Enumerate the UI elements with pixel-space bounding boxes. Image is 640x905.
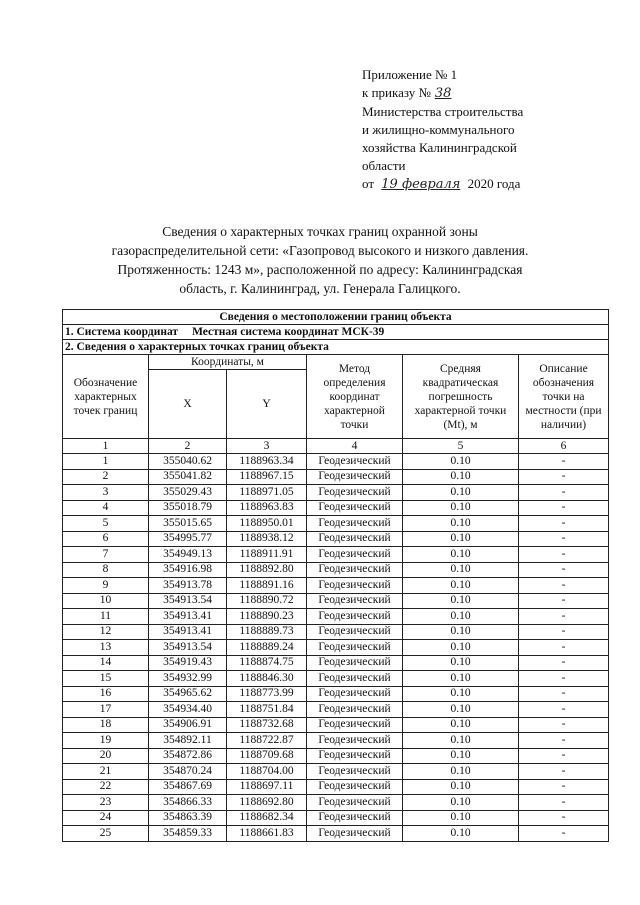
y-coordinate-cell: 1188732.68 — [227, 717, 307, 733]
description-cell: - — [519, 826, 609, 842]
error-cell: 0.10 — [403, 578, 519, 594]
error-cell: 0.10 — [403, 702, 519, 718]
method-cell: Геодезический — [307, 748, 403, 764]
col-coords-header: Координаты, м — [149, 355, 307, 370]
method-cell: Геодезический — [307, 764, 403, 780]
x-coordinate-cell: 354866.33 — [149, 795, 227, 811]
y-coordinate-cell: 1188697.11 — [227, 779, 307, 795]
x-coordinate-cell: 354913.41 — [149, 624, 227, 640]
point-number-cell: 9 — [63, 578, 149, 594]
x-coordinate-cell: 355015.65 — [149, 516, 227, 532]
table-caption: Сведения о местоположении границ объекта — [63, 310, 609, 325]
title-line: Сведения о характерных точках границ охранной зоны — [162, 224, 478, 239]
point-number-cell: 19 — [63, 733, 149, 749]
error-cell: 0.10 — [403, 562, 519, 578]
error-cell: 0.10 — [403, 686, 519, 702]
error-cell: 0.10 — [403, 531, 519, 547]
section1-label: 1. Система координат — [65, 325, 179, 338]
description-cell: - — [519, 624, 609, 640]
y-coordinate-cell: 1188911.91 — [227, 547, 307, 563]
description-cell: - — [519, 686, 609, 702]
x-coordinate-cell: 354913.41 — [149, 609, 227, 625]
order-number-handwritten: 38 — [434, 86, 452, 101]
table-row — [63, 779, 609, 795]
method-cell: Геодезический — [307, 578, 403, 594]
point-number-cell: 25 — [63, 826, 149, 842]
x-coordinate-cell: 354913.54 — [149, 593, 227, 609]
table-row — [63, 686, 609, 702]
x-coordinate-cell: 354913.54 — [149, 640, 227, 656]
method-cell: Геодезический — [307, 779, 403, 795]
boundary-points-table — [62, 309, 609, 842]
error-cell: 0.10 — [403, 485, 519, 501]
method-cell: Геодезический — [307, 810, 403, 826]
method-cell: Геодезический — [307, 562, 403, 578]
description-cell: - — [519, 516, 609, 532]
y-coordinate-cell: 1188889.73 — [227, 624, 307, 640]
y-coordinate-cell: 1188963.83 — [227, 500, 307, 516]
x-coordinate-cell: 355018.79 — [149, 500, 227, 516]
error-cell: 0.10 — [403, 454, 519, 470]
coordinate-system-cell — [63, 325, 609, 340]
y-coordinate-cell: 1188692.80 — [227, 795, 307, 811]
x-coordinate-cell: 354934.40 — [149, 702, 227, 718]
error-cell: 0.10 — [403, 795, 519, 811]
x-coordinate-cell: 354906.91 — [149, 717, 227, 733]
method-cell: Геодезический — [307, 547, 403, 563]
point-number-cell: 23 — [63, 795, 149, 811]
table-row — [63, 655, 609, 671]
y-coordinate-cell: 1188704.00 — [227, 764, 307, 780]
point-number-cell: 15 — [63, 671, 149, 687]
error-cell: 0.10 — [403, 764, 519, 780]
table-row — [63, 671, 609, 687]
x-coordinate-cell: 354965.62 — [149, 686, 227, 702]
error-cell: 0.10 — [403, 671, 519, 687]
point-number-cell: 20 — [63, 748, 149, 764]
description-cell: - — [519, 547, 609, 563]
method-cell: Геодезический — [307, 516, 403, 532]
x-coordinate-cell: 354859.33 — [149, 826, 227, 842]
error-cell: 0.10 — [403, 748, 519, 764]
y-coordinate-cell: 1188963.34 — [227, 454, 307, 470]
x-coordinate-cell: 355041.82 — [149, 469, 227, 485]
date-handwritten: 19 февраля — [381, 177, 461, 192]
title-line: Протяженность: 1243 м», расположенной по адресу: Калининградская — [117, 262, 523, 277]
description-cell: - — [519, 779, 609, 795]
y-coordinate-cell: 1188890.72 — [227, 593, 307, 609]
method-cell: Геодезический — [307, 500, 403, 516]
col-error-header: Средняя квадратическая погрешность характерной точки (Mt), м — [403, 355, 519, 439]
error-cell: 0.10 — [403, 779, 519, 795]
y-coordinate-cell: 1188661.83 — [227, 826, 307, 842]
section1-row — [63, 325, 609, 340]
method-cell: Геодезический — [307, 686, 403, 702]
appendix-block — [362, 66, 523, 194]
description-cell: - — [519, 671, 609, 687]
method-cell: Геодезический — [307, 655, 403, 671]
method-cell: Геодезический — [307, 624, 403, 640]
error-cell: 0.10 — [403, 609, 519, 625]
y-coordinate-cell: 1188709.68 — [227, 748, 307, 764]
method-cell: Геодезический — [307, 609, 403, 625]
point-number-cell: 3 — [63, 485, 149, 501]
header-row — [63, 355, 609, 370]
order-prefix: к приказу № — [362, 85, 431, 100]
method-cell: Геодезический — [307, 733, 403, 749]
error-cell: 0.10 — [403, 810, 519, 826]
error-cell: 0.10 — [403, 469, 519, 485]
error-cell: 0.10 — [403, 655, 519, 671]
y-coordinate-cell: 1188971.05 — [227, 485, 307, 501]
description-cell: - — [519, 717, 609, 733]
x-coordinate-cell: 354872.86 — [149, 748, 227, 764]
y-coordinate-cell: 1188892.80 — [227, 562, 307, 578]
point-number-cell: 13 — [63, 640, 149, 656]
ministry-line: области — [362, 158, 406, 173]
title-line: газораспределительной сети: «Газопровод высокого и низкого давления. — [111, 243, 529, 258]
y-coordinate-cell: 1188891.16 — [227, 578, 307, 594]
table-row — [63, 624, 609, 640]
error-cell: 0.10 — [403, 733, 519, 749]
date-prefix: от — [362, 176, 375, 191]
x-coordinate-cell: 355040.62 — [149, 454, 227, 470]
description-cell: - — [519, 733, 609, 749]
column-number: 2 — [149, 439, 227, 454]
point-number-cell: 8 — [63, 562, 149, 578]
section1-value: Местная система координат МСК-39 — [192, 325, 385, 338]
table-row — [63, 562, 609, 578]
y-coordinate-cell: 1188874.75 — [227, 655, 307, 671]
method-cell: Геодезический — [307, 826, 403, 842]
appendix-line: Приложение № 1 — [362, 67, 458, 82]
table-row — [63, 547, 609, 563]
error-cell: 0.10 — [403, 547, 519, 563]
table-row — [63, 826, 609, 842]
section2-row — [63, 340, 609, 355]
point-number-cell: 4 — [63, 500, 149, 516]
error-cell: 0.10 — [403, 826, 519, 842]
col-desc-header: Описание обозначения точки на местности (при наличии) — [519, 355, 609, 439]
table-row — [63, 748, 609, 764]
column-number: 6 — [519, 439, 609, 454]
x-coordinate-cell: 354995.77 — [149, 531, 227, 547]
error-cell: 0.10 — [403, 717, 519, 733]
description-cell: - — [519, 485, 609, 501]
error-cell: 0.10 — [403, 593, 519, 609]
y-coordinate-cell: 1188846.30 — [227, 671, 307, 687]
x-coordinate-cell: 354867.69 — [149, 779, 227, 795]
y-coordinate-cell: 1188773.99 — [227, 686, 307, 702]
table-row — [63, 593, 609, 609]
order-line — [362, 84, 523, 103]
date-line — [362, 175, 523, 194]
point-number-cell: 12 — [63, 624, 149, 640]
ministry-line: хозяйства Калининградской — [362, 140, 517, 155]
method-cell: Геодезический — [307, 671, 403, 687]
description-cell: - — [519, 500, 609, 516]
column-number-row — [63, 439, 609, 454]
x-coordinate-cell: 354949.13 — [149, 547, 227, 563]
description-cell: - — [519, 748, 609, 764]
point-number-cell: 7 — [63, 547, 149, 563]
method-cell: Геодезический — [307, 454, 403, 470]
point-number-cell: 11 — [63, 609, 149, 625]
date-suffix: 2020 года — [467, 176, 521, 191]
x-coordinate-cell: 354919.43 — [149, 655, 227, 671]
col-x-header: X — [149, 370, 227, 439]
x-coordinate-cell: 354892.11 — [149, 733, 227, 749]
x-coordinate-cell: 354932.99 — [149, 671, 227, 687]
table-row — [63, 578, 609, 594]
y-coordinate-cell: 1188682.34 — [227, 810, 307, 826]
y-coordinate-cell: 1188751.84 — [227, 702, 307, 718]
method-cell: Геодезический — [307, 469, 403, 485]
title-line: область, г. Калининград, ул. Генерала Галицкого. — [179, 281, 461, 296]
ministry-line: и жилищно-коммунального — [362, 122, 515, 137]
table-body — [63, 454, 609, 842]
point-number-cell: 22 — [63, 779, 149, 795]
method-cell: Геодезический — [307, 640, 403, 656]
description-cell: - — [519, 795, 609, 811]
table-row — [63, 485, 609, 501]
table-row — [63, 717, 609, 733]
x-coordinate-cell: 354870.24 — [149, 764, 227, 780]
point-number-cell: 1 — [63, 454, 149, 470]
description-cell: - — [519, 454, 609, 470]
description-cell: - — [519, 562, 609, 578]
column-number: 5 — [403, 439, 519, 454]
method-cell: Геодезический — [307, 702, 403, 718]
table-caption-row — [63, 310, 609, 325]
y-coordinate-cell: 1188722.87 — [227, 733, 307, 749]
document-title — [60, 222, 580, 298]
table-row — [63, 764, 609, 780]
method-cell: Геодезический — [307, 593, 403, 609]
error-cell: 0.10 — [403, 640, 519, 656]
table-row — [63, 500, 609, 516]
point-number-cell: 6 — [63, 531, 149, 547]
point-number-cell: 2 — [63, 469, 149, 485]
point-number-cell: 17 — [63, 702, 149, 718]
error-cell: 0.10 — [403, 624, 519, 640]
method-cell: Геодезический — [307, 485, 403, 501]
y-coordinate-cell: 1188950.01 — [227, 516, 307, 532]
table-row — [63, 733, 609, 749]
description-cell: - — [519, 531, 609, 547]
description-cell: - — [519, 764, 609, 780]
description-cell: - — [519, 640, 609, 656]
table-row — [63, 516, 609, 532]
col-method-header: Метод определения координат характерной точки — [307, 355, 403, 439]
description-cell: - — [519, 655, 609, 671]
table-row — [63, 795, 609, 811]
y-coordinate-cell: 1188889.24 — [227, 640, 307, 656]
x-coordinate-cell: 354913.78 — [149, 578, 227, 594]
description-cell: - — [519, 702, 609, 718]
description-cell: - — [519, 578, 609, 594]
table-row — [63, 702, 609, 718]
point-number-cell: 24 — [63, 810, 149, 826]
point-number-cell: 10 — [63, 593, 149, 609]
description-cell: - — [519, 609, 609, 625]
table-row — [63, 609, 609, 625]
method-cell: Геодезический — [307, 717, 403, 733]
col-y-header: Y — [227, 370, 307, 439]
y-coordinate-cell: 1188890.23 — [227, 609, 307, 625]
ministry-line: Министерства строительства — [362, 104, 524, 119]
method-cell: Геодезический — [307, 795, 403, 811]
table-row — [63, 469, 609, 485]
x-coordinate-cell: 354916.98 — [149, 562, 227, 578]
y-coordinate-cell: 1188938.12 — [227, 531, 307, 547]
y-coordinate-cell: 1188967.15 — [227, 469, 307, 485]
table-row — [63, 531, 609, 547]
table-row — [63, 454, 609, 470]
column-number: 3 — [227, 439, 307, 454]
column-number: 1 — [63, 439, 149, 454]
section2-label: 2. Сведения о характерных точках границ объекта — [63, 340, 609, 355]
x-coordinate-cell: 354863.39 — [149, 810, 227, 826]
description-cell: - — [519, 810, 609, 826]
point-number-cell: 14 — [63, 655, 149, 671]
table-row — [63, 810, 609, 826]
table-row — [63, 640, 609, 656]
point-number-cell: 21 — [63, 764, 149, 780]
description-cell: - — [519, 469, 609, 485]
description-cell: - — [519, 593, 609, 609]
x-coordinate-cell: 355029.43 — [149, 485, 227, 501]
point-number-cell: 5 — [63, 516, 149, 532]
point-number-cell: 18 — [63, 717, 149, 733]
col-point-header: Обозначение характерных точек границ — [63, 355, 149, 439]
point-number-cell: 16 — [63, 686, 149, 702]
method-cell: Геодезический — [307, 531, 403, 547]
column-number: 4 — [307, 439, 403, 454]
error-cell: 0.10 — [403, 516, 519, 532]
error-cell: 0.10 — [403, 500, 519, 516]
